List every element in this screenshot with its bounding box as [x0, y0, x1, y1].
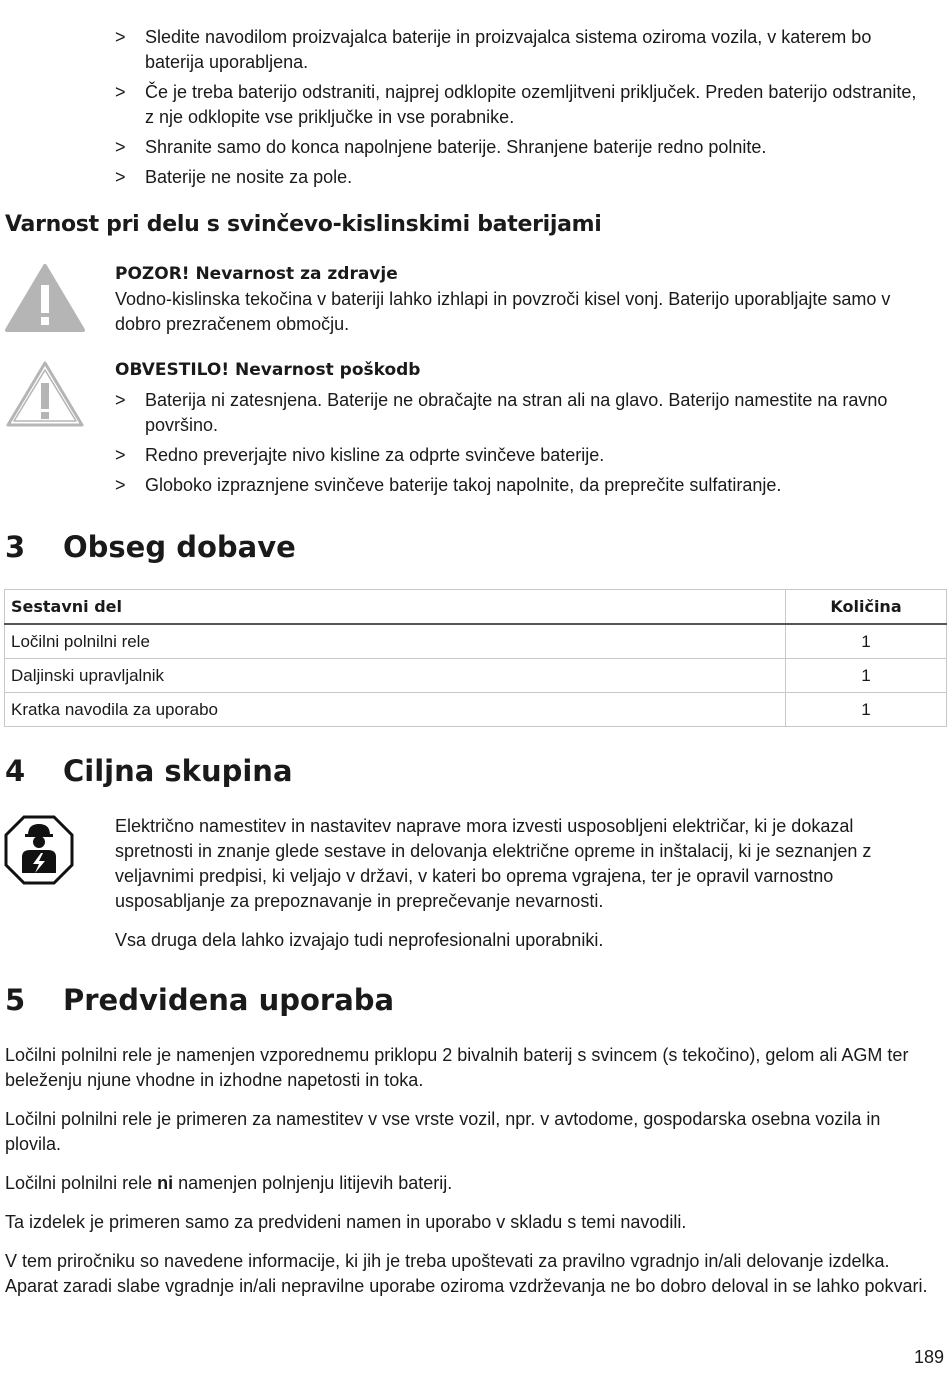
- caution-title: POZOR! Nevarnost za zdravje: [115, 264, 398, 284]
- electrician-icon: [4, 815, 74, 885]
- table-row: Ločilni polnilni rele 1: [5, 624, 947, 659]
- table-header-row: [5, 590, 947, 625]
- notice-block: [115, 358, 930, 503]
- list-item: > Shranite samo do konca napolnjene baterije. Shranjene baterije redno polnite.: [115, 137, 767, 157]
- intro-bullets: [115, 25, 930, 195]
- paragraph: Vsa druga dela lahko izvajajo tudi neprofesionalni uporabniki.: [115, 930, 604, 950]
- table-row: Daljinski upravljalnik 1: [5, 659, 947, 693]
- list-item: > Redno preverjajte nivo kisline za odprte svinčeve baterije.: [115, 445, 605, 465]
- column-header: Sestavni del: [5, 590, 786, 625]
- paragraph: Električno namestitev in nastavitev naprave mora izvesti usposobljeni električar, ki je dokazal spretnosti in znanje glede sestave in delovanja električne opreme in inštalacij, ki je seznanjen z veljavnimi predpisi, ki veljajo v državi, v kateri bo oprema vgrajena, ter je opravil varnostno usposabljanje za prepoznavanje in preprečevanje nevarnosti.: [115, 816, 872, 911]
- list-item: > Baterija ni zatesnjena. Baterije ne obračajte na stran ali na glavo. Baterijo namestite na ravno površino.: [115, 390, 888, 435]
- notice-title: OBVESTILO! Nevarnost poškodb: [115, 360, 421, 380]
- section-4-heading: 4 Ciljna skupina: [5, 754, 293, 788]
- section-5-heading: 5 Predvidena uporaba: [5, 983, 395, 1017]
- page-number: 189: [913, 1347, 944, 1367]
- section-3-heading: 3 Obseg dobave: [5, 530, 296, 564]
- list-item: > Če je treba baterijo odstraniti, najprej odklopite ozemljitveni priključek. Preden baterijo odstranite, z nje odklopite vse priključke in vse porabnike.: [115, 82, 917, 127]
- warning-triangle-outline-icon: [4, 359, 86, 429]
- caution-block: [115, 262, 930, 337]
- paragraph: Ločilni polnilni rele ni namenjen polnjenju litijevih baterij.: [5, 1173, 453, 1193]
- paragraph: Ločilni polnilni rele je primeren za namestitev v vse vrste vozil, npr. v avtodome, gospodarska osebna vozila in plovila.: [5, 1109, 881, 1154]
- list-item: > Sledite navodilom proizvajalca baterije in proizvajalca sistema oziroma vozila, v katerem bo baterija uporabljena.: [115, 27, 872, 72]
- paragraph: Ta izdelek je primeren samo za predvideni namen in uporabo v skladu s temi navodili.: [5, 1212, 687, 1232]
- paragraph: Ločilni polnilni rele je namenjen vzporednemu priklopu 2 bivalnih baterij s svincem (s tekočino), gelom ali AGM ter beleženju njune vhodne in izhodne napetosti in toka.: [5, 1045, 909, 1090]
- paragraph: V tem priročniku so navedene informacije, ki jih je treba upoštevati za pravilno vgradnjo in/ali delovanje izdelka. Aparat zaradi slabe vgradnje in/ali nepravilne uporabe oziroma vzdrževanja ne bo dobro deloval in se lahko pokvari.: [5, 1251, 928, 1296]
- column-header: Količina: [786, 590, 947, 625]
- caution-text: Vodno-kislinska tekočina v bateriji lahko izhlapi in povzroči kisel vonj. Baterijo uporabljajte samo v dobro prezračenem območju.: [115, 289, 891, 334]
- list-item: > Baterije ne nosite za pole.: [115, 167, 353, 187]
- table-row: Kratka navodila za uporabo 1: [5, 693, 947, 727]
- list-item: > Globoko izpraznjene svinčeve baterije takoj napolnite, da preprečite sulfatiranje.: [115, 475, 782, 495]
- target-group-text: [115, 814, 930, 953]
- lead-acid-heading: Varnost pri delu s svinčevo-kislinskimi baterijami: [5, 212, 602, 237]
- warning-triangle-icon: [4, 263, 86, 333]
- scope-of-delivery-table: [4, 589, 947, 727]
